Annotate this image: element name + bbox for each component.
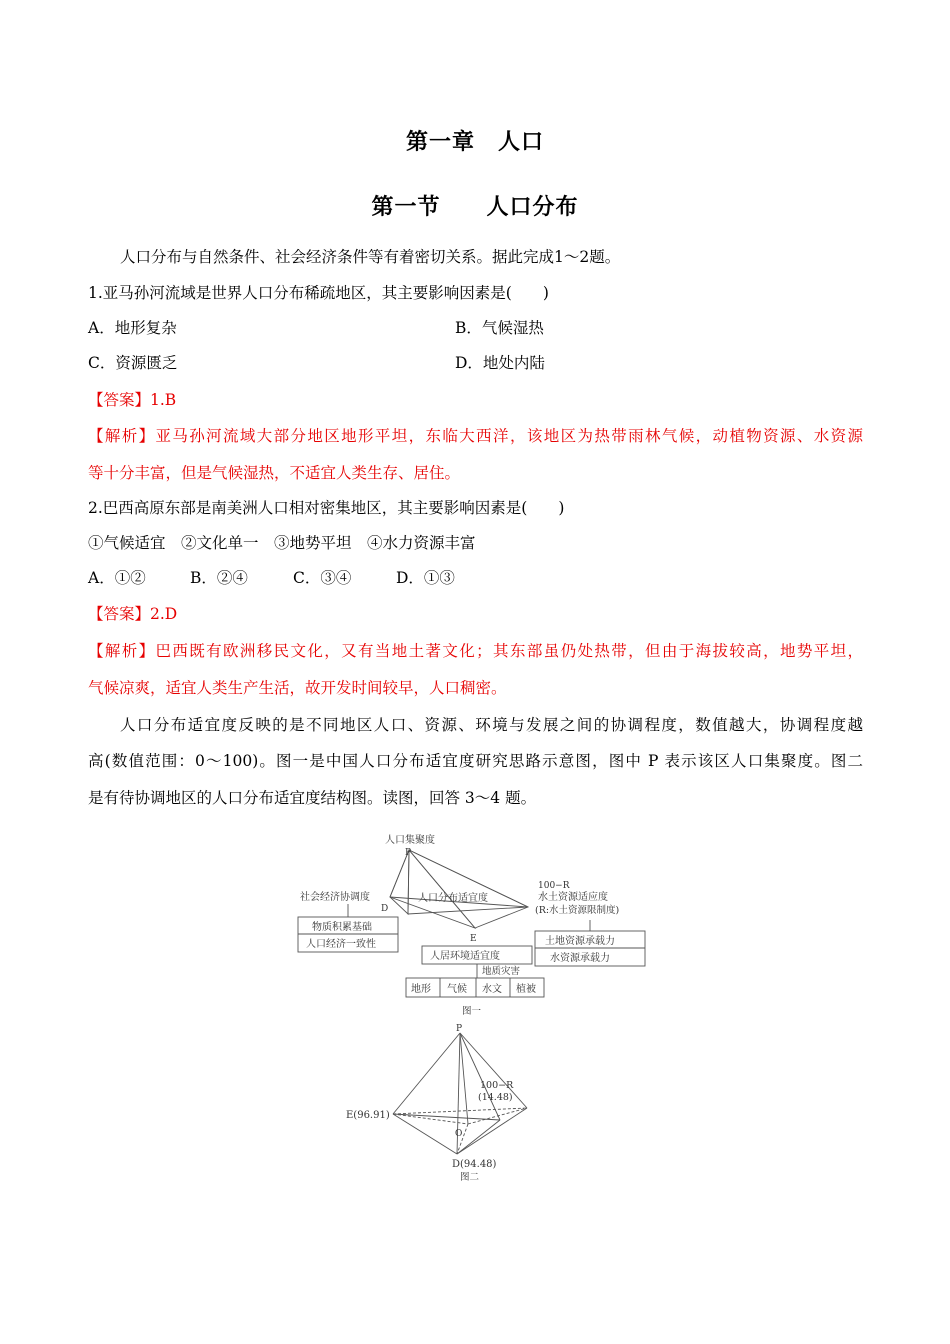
intro-text-2-line-3: 是有待协调地区的人口分布适宜度结构图。读图，回答 3～4 题。 bbox=[88, 789, 537, 807]
fig1-left-box-2: 人口经济一致性 bbox=[306, 939, 376, 950]
fig2-d: D(94.48) bbox=[452, 1159, 497, 1170]
fig2-p: P bbox=[456, 1024, 463, 1034]
fig1-left-label: 社会经济协调度 bbox=[300, 892, 370, 903]
fig2-o: O bbox=[455, 1129, 463, 1139]
question-1-option-d: D．地处内陆 bbox=[455, 354, 545, 372]
fig1-disaster: 地质灾害 bbox=[482, 966, 521, 977]
question-2-analysis-line-2: 气候凉爽，适宜人类生产生活，故开发时间较早，人口稠密。 bbox=[88, 679, 507, 697]
section-title: 第一节 人口分布 bbox=[371, 194, 579, 220]
fig1-right-label-3: (R:水土资源限制度) bbox=[535, 905, 620, 916]
fig2-caption: 图二 bbox=[460, 1172, 480, 1183]
fig1-left-box-1: 物质积累基础 bbox=[312, 922, 372, 933]
figure-diagrams bbox=[290, 828, 660, 1188]
question-2-option-b: B．②④ bbox=[190, 569, 248, 587]
fig1-right-box-2: 水资源承载力 bbox=[550, 953, 610, 964]
chapter-title: 第一章 人口 bbox=[405, 129, 544, 155]
question-1-answer: 【答案】1.B bbox=[88, 391, 177, 409]
fig1-e: E bbox=[470, 934, 477, 944]
intro-text-1: 人口分布与自然条件、社会经济条件等有着密切关系。据此完成1～2题。 bbox=[120, 248, 621, 266]
question-2-analysis-line-1: 【解析】巴西既有欧洲移民文化，又有当地土著文化；其东部虽仍处热带，但由于海拔较高，地势平坦， bbox=[88, 642, 863, 660]
fig1-factor-2: 气候 bbox=[447, 984, 467, 995]
question-2-option-a: A．①② bbox=[88, 569, 146, 587]
intro-text-2-line-1: 人口分布适宜度反映的是不同地区人口、资源、环境与发展之间的协调程度，数值越大，协调程度越 bbox=[120, 716, 863, 734]
fig2-e: E(96.91) bbox=[346, 1110, 390, 1121]
question-1-analysis-line-1: 【解析】亚马孙河流域大部分地区地形平坦，东临大西洋，该地区为热带雨林气候，动植物资源、水资源 bbox=[88, 427, 863, 445]
fig1-p: P bbox=[405, 848, 412, 858]
fig1-right-face bbox=[408, 850, 528, 914]
fig1-right-label-2: 水土资源适应度 bbox=[538, 892, 608, 903]
fig2-r-value: (14.48) bbox=[478, 1092, 513, 1103]
fig1-center: 人口分布适宜度 bbox=[418, 893, 488, 904]
fig1-factor-1: 地形 bbox=[411, 984, 431, 995]
fig1-d: D bbox=[381, 904, 389, 914]
question-1-stem: 1.亚马孙河流域是世界人口分布稀疏地区，其主要影响因素是( ) bbox=[88, 284, 549, 302]
fig1-factor-4: 植被 bbox=[516, 984, 536, 995]
question-1-option-c: C．资源匮乏 bbox=[88, 354, 178, 372]
fig1-top-label: 人口集聚度 bbox=[385, 835, 435, 846]
fig1-front-right bbox=[409, 850, 528, 928]
question-1-option-a: A．地形复杂 bbox=[88, 319, 177, 337]
question-1-option-b: B．气候湿热 bbox=[455, 319, 544, 337]
fig1-bottom-box: 人居环境适宜度 bbox=[430, 951, 500, 962]
question-2-stem: 2.巴西高原东部是南美洲人口相对密集地区，其主要影响因素是( ) bbox=[88, 499, 565, 517]
fig1-caption: 图一 bbox=[462, 1006, 482, 1017]
fig1-right-box-1: 土地资源承载力 bbox=[545, 936, 615, 947]
question-1-analysis-line-2: 等十分丰富，但是气候湿热，不适宜人类生存、居住。 bbox=[88, 464, 461, 482]
fig1-right-label-1: 100−R bbox=[538, 881, 570, 891]
intro-text-2-line-2: 高(数值范围：0～100)。图一是中国人口分布适宜度研究思路示意图，图中 P 表示该区人口集聚度。图二 bbox=[88, 752, 863, 770]
fig1-factor-3: 水文 bbox=[482, 984, 502, 995]
fig1-left-face bbox=[390, 848, 412, 914]
question-2-items: ①气候适宜 ②文化单一 ③地势平坦 ④水力资源丰富 bbox=[88, 534, 476, 552]
fig2-r-label: 100−R bbox=[480, 1080, 514, 1091]
question-2-option-d: D．①③ bbox=[396, 569, 455, 587]
question-2-answer: 【答案】2.D bbox=[88, 605, 178, 623]
question-2-option-c: C．③④ bbox=[293, 569, 352, 587]
